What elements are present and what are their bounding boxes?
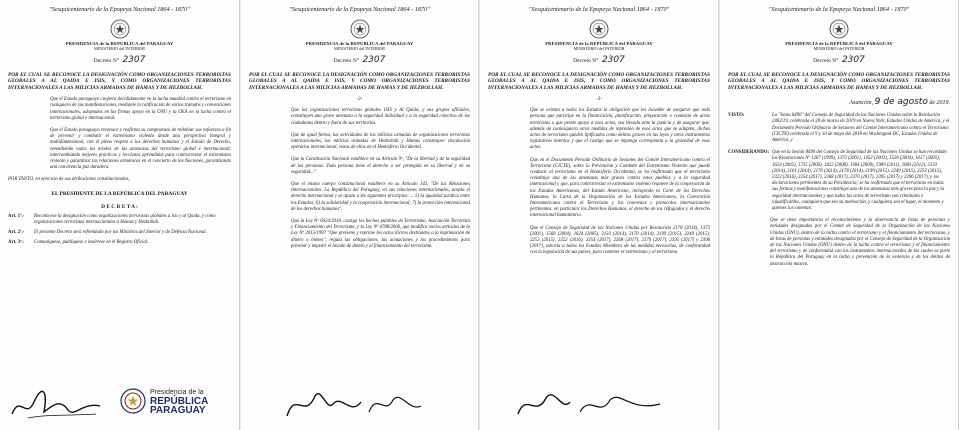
decree-number: 2307 xyxy=(841,55,865,65)
decree-title: POR EL CUAL SE RECONOCE LA DESIGNACIÓN COMO ORGANIZACIONES TERRORISTAS GLOBALES A AL QAIDA E ISIS, Y COMO ORGANIZACIONES TERRORISTAS INTERNACIONALES A LAS MILICIAS ARMADAS DE HAMAS Y DE HEZBOLLAH. xyxy=(728,72,950,91)
article xyxy=(8,230,231,236)
date-prefix: Asunción, xyxy=(849,100,874,107)
ministerio-label: MINISTERIO del INTERIOR xyxy=(813,46,865,51)
paragraph: Que la Ley Nº 6024/2018, castiga los hechos punibles de Terrorismo, Asociación Terrorista y Financiamiento del Terrorismo, y la Ley Nº 4788/2006, que modifica varios artículos de la Ley Nº 2015/1997 "Que previene y reprime los actos ilícitos destinados a la legitimación de dinero o bienes", regula las obligaciones, las actuaciones y los procedimientos para prevenir y impedir el lavado de dinero y el financiamiento del terrorismo. xyxy=(291,219,470,249)
sesquicentenario-heading: "Sesquicentenario de la Epopeya Nacional 1864 - 1870" xyxy=(289,6,430,13)
decree-page-3 xyxy=(480,0,719,430)
national-seal-icon xyxy=(829,19,849,39)
paragraph: Que se tiene importancia el reconocimiento y la observancia de listas de personas y entidades designadas por el Comité de Seguridad de la Organización de las Naciones Unidas (ONU), dentro de la lucha contra el terrorismo y el financiamiento del terrorismo, y de listas de personas y entidades designadas por el Consejo de Seguridad de la Organización de las Naciones Unidas (ONU) dentro de la lucha contra el terrorismo y el financiamiento del terrorismo y de conformidad con los instrumentos internacionales de los cuales es parte la República del Paraguay en la lucha y prevención de la violencia y de los delitos de destrucción masiva. xyxy=(770,218,950,267)
presidencia-label: PRESIDENCIA de la REPÚBLICA del PARAGUAY xyxy=(65,41,174,46)
national-seal-icon xyxy=(589,19,609,39)
decree-number-line xyxy=(249,55,470,65)
paragraph: Que las organizaciones terroristas globales ISIS y Al Qaida, y sus grupos afiliados, constituyen una grave amenaza a la seguridad individual y a la seguridad colectiva de los ciudadanos dentro y fuera de sus territorios. xyxy=(291,108,470,126)
national-seal-icon xyxy=(350,19,370,39)
decree-number-line xyxy=(488,55,710,65)
badge-line-3: PARAGUAY xyxy=(150,404,206,416)
decree-number: 2307 xyxy=(362,55,386,65)
article-key: Art. 3º.- xyxy=(8,240,25,246)
presidente-heading: EL PRESIDENTE DE LA REPÚBLICA DEL PARAGUAY xyxy=(51,190,188,197)
ministerio-label: MINISTERIO del INTERIOR xyxy=(94,46,145,51)
presidencia-label: PRESIDENCIA de la REPÚBLICA del PARAGUAY xyxy=(305,41,414,46)
decree-date xyxy=(728,97,950,107)
paragraph: Que el Estado paraguayo reconoce y reafirma su compromiso de redoblar sus esfuerzos a fin de prevenir y combatir el extremismo violento desde una perspectiva integral y multidimensional, con el pleno respeto a los derechos humanos y el Estado de Derecho, entendiendo todos los niveles de las amenazas del terrorismo global e internacional; intercambiando mejores prácticas y lecciones aprendidas para contrarrestar el extremismo violento y garantizar las relaciones armónicas en el concierto de las Naciones, garantizando una convivencia paz duradera. xyxy=(50,128,231,171)
paragraph: Que el mismo cuerpo constitucional establece en su Artículo 143, "De las Relaciones Internacionales. La República del Paraguay, en sus relaciones internacionales, acepta el derecho internacional y se ajusta a los siguientes principios: ... 5) la igualdad jurídica entre los Estados; 6) la solidaridad y la cooperación internacional; 7) la protección internacional de los derechos humanos". xyxy=(291,182,470,212)
decree-page-4 xyxy=(720,0,959,430)
considerando-text: Que en la Sesión 8490 del Consejo de Seguridad de las Naciones Unidas se han recordado las Resoluciones Nº 1267 (1999), 1373 (2001), 1452 (2002), 1526 (2004), 1617 (2005), 1624 (2005), 1735 (2006), 1822 (2008), 1904 (2009), 1989 (2011), 2083 (2012), 2133 (2014), 2161 (2014), 2170 (2014), 2178 (2014), 2199 (2015), 2249 (2015), 2253 (2015), 2322 (2016), 2354 (2017), 2368 (2017), 2370 (2017), 2395 (2017) y 2396 (2017), y las declaraciones pertinentes de su Presidencia; se ha reafirmado que el terrorismo en todas sus formas y manifestaciones constituye una de las amenazas más graves para la paz y la seguridad internacionales y que todos los actos de terrorismo son criminales e injustificables, cualquiera que sea su motivación, y cualquiera sea el lugar, el momento y quienes los cometan. xyxy=(772,150,947,212)
article-text: Reconócese la designación como organizaciones terroristas globales a Isis y al Qaida, y como organizaciones terroristas internacionales a Hamas y Hezbollah. xyxy=(34,213,216,225)
signature-icon xyxy=(8,384,108,424)
article-key: Art. 1º.- xyxy=(8,213,25,219)
considerando-section xyxy=(728,150,950,212)
date-handwritten: 9 de agosto xyxy=(874,97,928,108)
article-text: El presente Decreto será refrendado por los Ministros del Interior y de Defensa Nacional. xyxy=(34,230,207,236)
sesquicentenario-heading: "Sesquicentenario de la Epopeya Nacional 1864 - 1870" xyxy=(49,6,190,13)
por-tanto-line: POR TANTO, en ejercicio de sus atribuciones constitucionales, xyxy=(8,177,130,183)
ministerio-label: MINISTERIO del INTERIOR xyxy=(334,46,385,51)
decree-page-1 xyxy=(0,0,240,430)
decree-label: Decreto N° xyxy=(93,58,120,64)
presidencia-label: PRESIDENCIA de la REPÚBLICA del PARAGUAY xyxy=(545,41,653,46)
sesquicentenario-heading: "Sesquicentenario de la Epopeya Nacional 1864 - 1870" xyxy=(768,6,910,13)
presidency-seal-icon xyxy=(120,388,146,414)
decree-page-2 xyxy=(241,0,479,430)
paragraph: Que el Estado paraguayo coopera decididamente en la lucha mundial contra el terrorismo en cualquiera de sus manifestaciones, mediante la ratificación de varios tratados y convenciones internacionales, adoptados en las firmas apoyo en la ONU y la OEA en la lucha contra el terrorismo global e internacional. xyxy=(50,97,231,121)
decree-number: 2307 xyxy=(122,55,146,65)
sesquicentenario-heading: "Sesquicentenario de la Epopeya Nacional 1864 - 1870" xyxy=(528,6,670,13)
visto-section xyxy=(728,113,950,144)
national-seal-icon xyxy=(110,19,130,39)
presidencia-label: PRESIDENCIA de la REPÚBLICA del PARAGUAY xyxy=(785,41,893,46)
article xyxy=(8,240,231,246)
page-number: -2- xyxy=(356,97,363,103)
decree-title: POR EL CUAL SE RECONOCE LA DESIGNACIÓN COMO ORGANIZACIONES TERRORISTAS GLOBALES A AL QAIDA E ISIS, Y COMO ORGANIZACIONES TERRORISTAS INTERNACIONALES A LAS MILICIAS ARMADAS DE HAMAS Y DE HEZBOLLAH. xyxy=(249,72,470,91)
decreta-heading: D E C R E T A : xyxy=(101,203,138,210)
badge-line-1: Presidencia de la xyxy=(150,388,204,396)
badge-line-2: REPÚBLICA xyxy=(150,395,209,407)
decree-label: Decreto N° xyxy=(333,58,360,64)
visto-key: VISTO: xyxy=(728,113,745,119)
decree-number-line xyxy=(8,55,231,65)
decree-title: POR EL CUAL SE RECONOCE LA DESIGNACIÓN COMO ORGANIZACIONES TERRORISTAS GLOBALES A AL QAIDA E ISIS, Y COMO ORGANIZACIONES TERRORISTAS INTERNACIONALES A LAS MILICIAS ARMADAS DE HAMAS Y DE HEZBOLLAH. xyxy=(488,72,710,91)
ministerio-label: MINISTERIO del INTERIOR xyxy=(573,46,625,51)
signature-icon xyxy=(510,382,670,424)
paragraph: Que la Constitución Nacional establece en su Artículo 9º, "De la libertad y de la seguridad de las personas. Toda persona tiene el derecho a ser protegida en su libertad y en su seguridad..." xyxy=(291,157,470,175)
presidency-logo xyxy=(120,384,230,418)
article-key: Art. 2º.- xyxy=(8,230,25,236)
page-number: -3- xyxy=(596,97,602,103)
paragraph: Que de igual forma, las actividades de las milicias armadas de organizaciones terroristas internacionales, las milicias armadas de Hezbollah y Hamas constituyen vinculación operativa internacional, vistas de ellas en el Hemisferio Occidental. xyxy=(291,132,470,151)
decree-title: POR EL CUAL SE RECONOCE LA DESIGNACIÓN COMO ORGANIZACIONES TERRORISTAS GLOBALES A AL QAIDA E ISIS, Y COMO ORGANIZACIONES TERRORISTAS INTERNACIONALES A LAS MILICIAS ARMADAS DE HAMAS Y DE HEZBOLLAH. xyxy=(8,72,231,91)
decree-label: Decreto N° xyxy=(573,58,599,64)
paragraph: Que se orienta a todos los Estados la obligación que les incumbe de asegurar que toda persona que participe en la financiación, planificación, preparación o comisión de actos terroristas o que preste apoyo a esos actos, sea llevada ante la justicia y de asegurar que, además de cualesquiera otras medidas de represión de esos actos que se adopten, dichos actos de terrorismo queden tipificados como delitos graves en las leyes y otros instrumentos legislativos internos y que el castigo que se imponga corresponda a la gravedad de esos actos. xyxy=(530,108,710,151)
paragraph: Que en el Documento Período Ordinario de Sesiones del Comité Interamericano contra el Terrorismo (CICTE), sobre la Prevención y Combate del Extremismo Violento que puede conducir al terrorismo en el Hemisferio Occidental, se ha reafirmado que el terrorismo constituye una de las amenazas más graves contra estos pueblos y a la seguridad internacional y que, para contrarrestar el extremismo violento requiere de la cooperación de los Estados Americanos, del Estado Americano, incluyendo la Corte de los Derechos Humanos, la Carta de la Organización de los Estados Americanos, la Convención Interamericana contra el Terrorismo y los convenios y protocolos internacionales pertinentes, en particular los Derechos Humanos, el derecho de los refugiados y el derecho internacional humanitario. xyxy=(530,157,710,219)
decree-number-line xyxy=(728,55,950,65)
date-suffix: de 2019. xyxy=(929,100,950,107)
visto-text: La "Sexta 6490" del Consejo de Seguridad de las Naciones Unidas sobre la Resolución 2462/19, celebrada el 28 de marzo de 2019 en Nueva York, Estados Unidos de América, y el Documento Período Ordinario de Sesiones del Comité Interamericano contra el Terrorismo (CICTE) celebrado el 9 y 10 de mayo del 2018 en Washington DC, Estados Unidos de América, y xyxy=(772,113,950,144)
decree-label: Decreto N° xyxy=(813,58,839,64)
article xyxy=(8,214,231,226)
considerando-key: CONSIDERANDO: xyxy=(728,150,770,156)
article-text: Comuníquese, publíquese e insértese en el Registro Oficial. xyxy=(34,240,149,246)
paragraph: Que el Consejo de Seguridad de las Naciones Unidas por Resolución 2178 (2014), 1373 (2001), 1566 (2004), 1624 (2005), 2133 (2014), 2170 (2014), 2199 (2015), 2249 (2015), 2253 (2015), 2322 (2016), 2354 (2017), 2368 (2017), 2370 (2017), 2395 (2017) y 2396 (2017), exhorta a todos los Estados Miembros de las medidas necesarias, de conformidad con la legislación de sus países, para contener el extremismo y el terrorismo. xyxy=(530,225,710,256)
signature-icon xyxy=(281,382,431,424)
decree-number: 2307 xyxy=(601,55,625,65)
